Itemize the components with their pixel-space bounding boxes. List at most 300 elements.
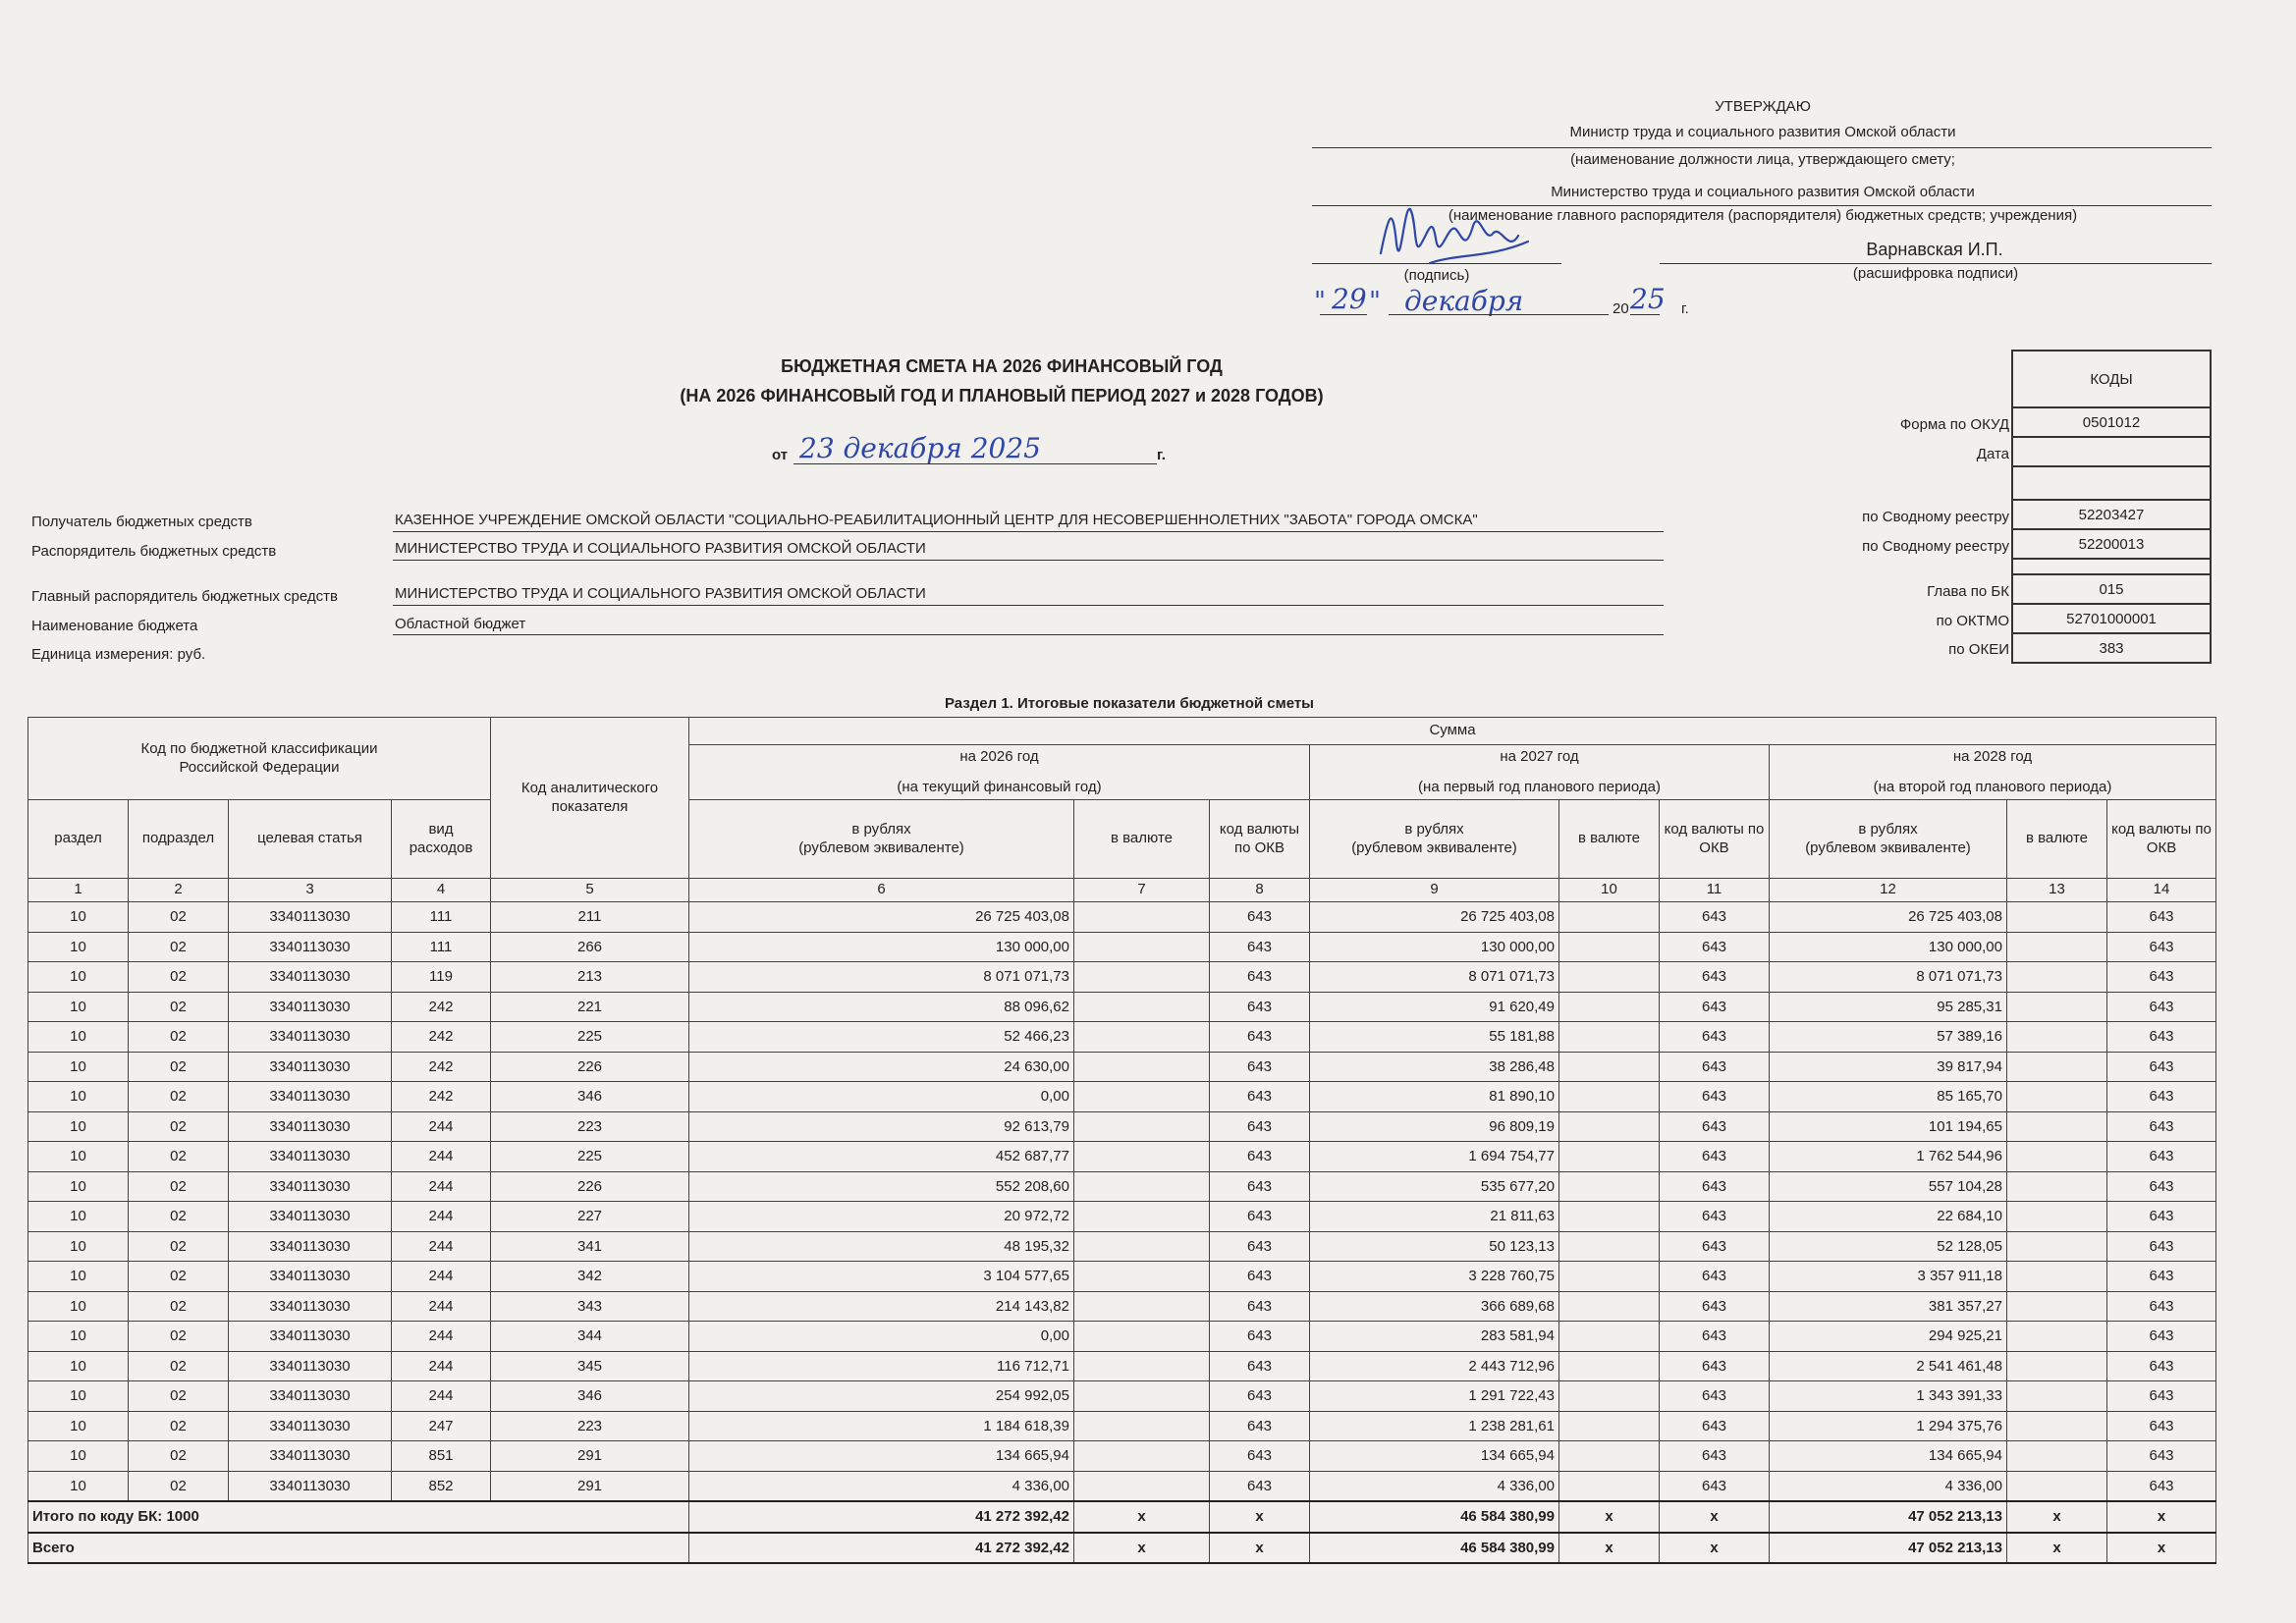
signature-hint: (подпись) xyxy=(1403,267,1470,284)
approval-date-suffix: г. xyxy=(1681,300,1689,317)
table-cell: 88 096,62 xyxy=(689,992,1074,1022)
table-cell xyxy=(2007,1082,2107,1112)
table-cell: 294 925,21 xyxy=(1770,1322,2007,1352)
total-cell: x xyxy=(1210,1501,1310,1533)
table-cell: 95 285,31 xyxy=(1770,992,2007,1022)
table-row xyxy=(28,1052,2216,1082)
table-cell xyxy=(2007,1262,2107,1292)
table-cell: 225 xyxy=(491,1022,689,1053)
approval-date-year-prefix: 20 xyxy=(1613,300,1629,317)
table-cell: 244 xyxy=(392,1142,491,1172)
table-cell xyxy=(1559,1142,1660,1172)
table-cell: 643 xyxy=(2107,1052,2216,1082)
table-cell: 02 xyxy=(129,1262,229,1292)
table-cell: 10 xyxy=(28,1202,129,1232)
table-cell: 345 xyxy=(491,1351,689,1381)
table-cell: 227 xyxy=(491,1202,689,1232)
table-cell: 10 xyxy=(28,1471,129,1501)
column-number: 14 xyxy=(2107,879,2216,902)
table-cell: 3340113030 xyxy=(229,1441,392,1472)
table-cell xyxy=(1074,1262,1210,1292)
table-row xyxy=(28,1262,2216,1292)
table-cell: 643 xyxy=(1660,1322,1770,1352)
table-cell xyxy=(1074,1022,1210,1053)
column-number: 8 xyxy=(1210,879,1310,902)
table-cell xyxy=(2007,1471,2107,1501)
table-cell: 643 xyxy=(1210,1052,1310,1082)
table-cell xyxy=(1074,932,1210,962)
year-2027-sublabel: (на первый год планового периода) xyxy=(1418,778,1661,795)
year-2026-label: на 2026 год xyxy=(959,747,1039,765)
okv-2028-header: код валюты по ОКВ xyxy=(2107,800,2216,879)
table-cell: 643 xyxy=(1210,1351,1310,1381)
total-cell: 47 052 213,13 xyxy=(1770,1501,2007,1533)
total-cell: x xyxy=(2007,1533,2107,1564)
column-number: 7 xyxy=(1074,879,1210,902)
table-cell: 643 xyxy=(1210,1441,1310,1472)
table-cell: 244 xyxy=(392,1322,491,1352)
table-cell xyxy=(2007,1111,2107,1142)
table-cell: 643 xyxy=(1210,932,1310,962)
rub-2028-header: в рублях (рублевом эквиваленте) xyxy=(1770,800,2007,879)
signature-image xyxy=(1371,185,1548,293)
table-cell: 3340113030 xyxy=(229,1351,392,1381)
code-label-registry-1: по Сводному реестру xyxy=(1862,509,2009,525)
table-cell xyxy=(2007,1022,2107,1053)
table-cell xyxy=(1074,992,1210,1022)
approval-position-hint: (наименование должности лица, утверждающего смету; xyxy=(1570,151,1955,168)
table-cell: 643 xyxy=(1210,1411,1310,1441)
table-cell: 52 466,23 xyxy=(689,1022,1074,1053)
table-cell: 4 336,00 xyxy=(1310,1471,1559,1501)
table-cell: 643 xyxy=(1210,1111,1310,1142)
table-cell xyxy=(1074,1351,1210,1381)
table-cell xyxy=(2007,1171,2107,1202)
table-cell: 81 890,10 xyxy=(1310,1082,1559,1112)
table-cell xyxy=(1074,1411,1210,1441)
table-cell: 643 xyxy=(2107,1111,2216,1142)
table-cell: 3340113030 xyxy=(229,932,392,962)
table-cell: 557 104,28 xyxy=(1770,1171,2007,1202)
table-cell: 643 xyxy=(1660,1111,1770,1142)
table-cell: 643 xyxy=(1210,992,1310,1022)
divider xyxy=(393,634,1664,635)
table-cell: 221 xyxy=(491,992,689,1022)
table-cell xyxy=(1559,1022,1660,1053)
table-cell xyxy=(1559,1111,1660,1142)
table-cell: 10 xyxy=(28,902,129,933)
table-cell: 10 xyxy=(28,1441,129,1472)
table-cell xyxy=(1074,1471,1210,1501)
year-2028-label: на 2028 год xyxy=(1952,747,2033,765)
table-row xyxy=(28,1351,2216,1381)
table-cell: 643 xyxy=(2107,932,2216,962)
table-cell: 643 xyxy=(1210,1262,1310,1292)
budget-value: Областной бюджет xyxy=(395,616,526,632)
table-cell: 643 xyxy=(2107,1231,2216,1262)
table-cell: 02 xyxy=(129,1351,229,1381)
year-2028-header xyxy=(1770,745,2216,800)
analytic-code-header: Код аналитического показателя xyxy=(491,718,689,879)
table-cell: 20 972,72 xyxy=(689,1202,1074,1232)
currency-2026-header: в валюте xyxy=(1074,800,1210,879)
table-cell xyxy=(2007,1291,2107,1322)
table-cell: 134 665,94 xyxy=(689,1441,1074,1472)
code-value-glava: 015 xyxy=(2012,574,2211,604)
table-cell: 535 677,20 xyxy=(1310,1171,1559,1202)
table-cell: 26 725 403,08 xyxy=(1770,902,2007,933)
date-month-line xyxy=(1389,314,1609,315)
rub-2026-header: в рублях (рублевом эквиваленте) xyxy=(689,800,1074,879)
table-cell xyxy=(1074,902,1210,933)
table-cell: 38 286,48 xyxy=(1310,1052,1559,1082)
table-cell xyxy=(2007,932,2107,962)
table-cell: 244 xyxy=(392,1351,491,1381)
unit-label: Единица измерения: руб. xyxy=(31,646,206,663)
table-cell: 85 165,70 xyxy=(1770,1082,2007,1112)
table-cell: 643 xyxy=(1660,1262,1770,1292)
table-cell xyxy=(2007,1411,2107,1441)
column-number: 1 xyxy=(28,879,129,902)
table-cell: 643 xyxy=(2107,962,2216,993)
approval-position: Министр труда и социального развития Омской области xyxy=(1569,124,1956,140)
code-label-registry-2: по Сводному реестру xyxy=(1862,538,2009,555)
table-cell: 643 xyxy=(2107,1441,2216,1472)
doc-date-suffix: г. xyxy=(1157,447,1166,463)
table-cell: 21 811,63 xyxy=(1310,1202,1559,1232)
table-cell: 3340113030 xyxy=(229,1291,392,1322)
table-cell: 02 xyxy=(129,1202,229,1232)
table-cell: 48 195,32 xyxy=(689,1231,1074,1262)
table-cell: 10 xyxy=(28,1381,129,1412)
okv-2027-header: код валюты по ОКВ xyxy=(1660,800,1770,879)
table-cell: 223 xyxy=(491,1411,689,1441)
table-cell: 244 xyxy=(392,1262,491,1292)
table-cell: 3340113030 xyxy=(229,1082,392,1112)
table-cell: 02 xyxy=(129,1231,229,1262)
table-cell: 242 xyxy=(392,1052,491,1082)
year-2027-label: на 2027 год xyxy=(1500,747,1579,765)
section-title: Раздел 1. Итоговые показатели бюджетной сметы xyxy=(944,695,1314,712)
table-cell: 226 xyxy=(491,1171,689,1202)
table-cell: 381 357,27 xyxy=(1770,1291,2007,1322)
razdel-header: раздел xyxy=(28,800,129,879)
table-cell: 10 xyxy=(28,1262,129,1292)
column-number: 3 xyxy=(229,879,392,902)
table-cell: 643 xyxy=(1210,1022,1310,1053)
table-cell xyxy=(1074,1441,1210,1472)
table-cell: 343 xyxy=(491,1291,689,1322)
total-cell: x xyxy=(1074,1501,1210,1533)
table-cell: 92 613,79 xyxy=(689,1111,1074,1142)
table-cell: 643 xyxy=(1210,1471,1310,1501)
table-row xyxy=(28,1471,2216,1501)
year-2026-sublabel: (на текущий финансовый год) xyxy=(897,778,1102,795)
table-row xyxy=(28,1202,2216,1232)
column-number: 10 xyxy=(1559,879,1660,902)
code-label-oktmo: по ОКТМО xyxy=(1936,613,2009,629)
table-cell: 91 620,49 xyxy=(1310,992,1559,1022)
table-cell: 116 712,71 xyxy=(689,1351,1074,1381)
column-number: 11 xyxy=(1660,879,1770,902)
table-cell xyxy=(1559,1471,1660,1501)
table-cell: 291 xyxy=(491,1441,689,1472)
year-2027-header xyxy=(1310,745,1770,800)
table-cell: 211 xyxy=(491,902,689,933)
table-cell: 111 xyxy=(392,932,491,962)
table-cell: 10 xyxy=(28,1171,129,1202)
divider xyxy=(393,605,1664,606)
table-cell: 346 xyxy=(491,1082,689,1112)
table-cell xyxy=(1074,1202,1210,1232)
approval-quote-open: " xyxy=(1314,287,1326,316)
table-cell: 452 687,77 xyxy=(689,1142,1074,1172)
doc-date-line xyxy=(793,463,1157,464)
table-cell: 10 xyxy=(28,1052,129,1082)
table-cell: 643 xyxy=(2107,1471,2216,1501)
table-cell xyxy=(1559,1202,1660,1232)
total-cell: x xyxy=(1660,1501,1770,1533)
table-cell: 3 357 911,18 xyxy=(1770,1262,2007,1292)
table-cell xyxy=(1559,1171,1660,1202)
table-cell: 643 xyxy=(1210,1202,1310,1232)
table-cell: 2 541 461,48 xyxy=(1770,1351,2007,1381)
table-row xyxy=(28,1082,2216,1112)
total-label: Итого по коду БК: 1000 xyxy=(28,1501,689,1533)
doc-date-prefix: от xyxy=(772,447,789,463)
table-cell: 643 xyxy=(2107,1262,2216,1292)
total-label: Всего xyxy=(28,1533,689,1564)
table-cell: 0,00 xyxy=(689,1082,1074,1112)
code-spacer xyxy=(2012,559,2211,574)
column-number: 13 xyxy=(2007,879,2107,902)
table-cell: 02 xyxy=(129,1142,229,1172)
table-cell: 643 xyxy=(2107,1291,2216,1322)
codes-table xyxy=(2011,350,2212,664)
approval-date-month: декабря xyxy=(1404,285,1524,317)
table-cell: 643 xyxy=(2107,1171,2216,1202)
total-cell: 41 272 392,42 xyxy=(689,1533,1074,1564)
table-cell: 1 694 754,77 xyxy=(1310,1142,1559,1172)
currency-2028-header: в валюте xyxy=(2007,800,2107,879)
table-cell: 3340113030 xyxy=(229,1111,392,1142)
table-cell xyxy=(1559,962,1660,993)
table-cell: 101 194,65 xyxy=(1770,1111,2007,1142)
total-cell: x xyxy=(1074,1533,1210,1564)
table-row xyxy=(28,1322,2216,1352)
table-cell: 02 xyxy=(129,992,229,1022)
table-cell xyxy=(2007,992,2107,1022)
table-cell: 244 xyxy=(392,1381,491,1412)
table-cell: 552 208,60 xyxy=(689,1171,1074,1202)
table-cell: 02 xyxy=(129,1322,229,1352)
table-cell: 244 xyxy=(392,1231,491,1262)
table-cell: 346 xyxy=(491,1381,689,1412)
table-cell: 3340113030 xyxy=(229,1262,392,1292)
table-cell: 10 xyxy=(28,1411,129,1441)
table-cell xyxy=(1074,1291,1210,1322)
table-row xyxy=(28,902,2216,933)
code-label-date: Дата xyxy=(1976,446,2009,462)
table-cell: 02 xyxy=(129,1441,229,1472)
table-cell xyxy=(1559,1441,1660,1472)
table-cell: 1 291 722,43 xyxy=(1310,1381,1559,1412)
table-cell: 130 000,00 xyxy=(689,932,1074,962)
table-cell: 3340113030 xyxy=(229,1411,392,1441)
table-cell: 130 000,00 xyxy=(1770,932,2007,962)
table-cell: 244 xyxy=(392,1202,491,1232)
table-cell: 643 xyxy=(2107,1322,2216,1352)
table-cell: 226 xyxy=(491,1052,689,1082)
table-cell: 244 xyxy=(392,1171,491,1202)
table-cell: 02 xyxy=(129,962,229,993)
code-value-registry-1: 52203427 xyxy=(2012,500,2211,529)
table-cell: 0,00 xyxy=(689,1322,1074,1352)
table-cell xyxy=(1559,1291,1660,1322)
table-cell xyxy=(1559,992,1660,1022)
table-cell: 1 343 391,33 xyxy=(1770,1381,2007,1412)
table-cell: 111 xyxy=(392,902,491,933)
table-cell: 8 071 071,73 xyxy=(1310,962,1559,993)
table-cell: 643 xyxy=(1660,1471,1770,1501)
table-cell: 643 xyxy=(1660,1202,1770,1232)
main-manager-value: МИНИСТЕРСТВО ТРУДА И СОЦИАЛЬНОГО РАЗВИТИЯ ОМСКОЙ ОБЛАСТИ xyxy=(395,585,926,602)
table-cell: 643 xyxy=(1210,1231,1310,1262)
table-cell: 02 xyxy=(129,1471,229,1501)
column-numbers-row xyxy=(28,879,2216,902)
table-cell: 134 665,94 xyxy=(1770,1441,2007,1472)
table-cell xyxy=(2007,902,2107,933)
table-cell xyxy=(1074,1322,1210,1352)
table-cell: 214 143,82 xyxy=(689,1291,1074,1322)
table-cell: 223 xyxy=(491,1111,689,1142)
doc-date-handwritten: 23 декабря 2025 xyxy=(799,432,1041,464)
table-cell: 39 817,94 xyxy=(1770,1052,2007,1082)
date-day-line xyxy=(1320,314,1367,315)
table-cell: 242 xyxy=(392,1022,491,1053)
table-row xyxy=(28,1381,2216,1412)
podrazdel-header: подраздел xyxy=(129,800,229,879)
table-cell xyxy=(2007,1202,2107,1232)
table-cell: 22 684,10 xyxy=(1770,1202,2007,1232)
rub-2027-header: в рублях (рублевом эквиваленте) xyxy=(1310,800,1559,879)
code-value-date xyxy=(2012,437,2211,466)
code-label-glava: Глава по БК xyxy=(1927,583,2009,600)
table-cell xyxy=(1074,1052,1210,1082)
codes-header: КОДЫ xyxy=(2012,351,2211,407)
table-cell: 643 xyxy=(1660,1441,1770,1472)
table-cell: 3 104 577,65 xyxy=(689,1262,1074,1292)
approval-organization-hint: (наименование главного распорядителя (распорядителя) бюджетных средств; учреждения) xyxy=(1448,207,2078,224)
table-cell: 10 xyxy=(28,992,129,1022)
table-cell: 24 630,00 xyxy=(689,1052,1074,1082)
table-cell: 643 xyxy=(1660,992,1770,1022)
table-cell xyxy=(1559,1411,1660,1441)
manager-value: МИНИСТЕРСТВО ТРУДА И СОЦИАЛЬНОГО РАЗВИТИЯ ОМСКОЙ ОБЛАСТИ xyxy=(395,540,926,557)
table-cell: 643 xyxy=(2107,1082,2216,1112)
table-row xyxy=(28,1142,2216,1172)
table-cell: 26 725 403,08 xyxy=(689,902,1074,933)
table-cell: 643 xyxy=(1660,1351,1770,1381)
table-cell: 643 xyxy=(1660,1052,1770,1082)
table-cell: 643 xyxy=(1210,962,1310,993)
table-cell: 1 238 281,61 xyxy=(1310,1411,1559,1441)
vid-header: вид расходов xyxy=(392,800,491,879)
table-cell: 50 123,13 xyxy=(1310,1231,1559,1262)
total-row xyxy=(28,1533,2216,1564)
table-row xyxy=(28,1022,2216,1053)
table-cell: 26 725 403,08 xyxy=(1310,902,1559,933)
table-cell: 02 xyxy=(129,1111,229,1142)
table-cell: 242 xyxy=(392,992,491,1022)
table-cell: 344 xyxy=(491,1322,689,1352)
table-cell: 643 xyxy=(1660,1082,1770,1112)
table-cell: 643 xyxy=(2107,902,2216,933)
page-title: БЮДЖЕТНАЯ СМЕТА НА 2026 ФИНАНСОВЫЙ ГОД xyxy=(781,356,1223,376)
table-cell: 10 xyxy=(28,1291,129,1322)
table-cell: 643 xyxy=(1210,902,1310,933)
table-cell: 4 336,00 xyxy=(1770,1471,2007,1501)
table-cell: 643 xyxy=(1210,1082,1310,1112)
column-number: 9 xyxy=(1310,879,1559,902)
total-cell: x xyxy=(1660,1533,1770,1564)
table-cell: 213 xyxy=(491,962,689,993)
table-cell: 254 992,05 xyxy=(689,1381,1074,1412)
table-cell: 10 xyxy=(28,932,129,962)
table-cell xyxy=(1074,1142,1210,1172)
table-cell xyxy=(2007,1322,2107,1352)
table-cell: 643 xyxy=(1210,1171,1310,1202)
approval-date-year-suffix: 25 xyxy=(1630,283,1666,315)
table-cell: 10 xyxy=(28,1022,129,1053)
column-number: 12 xyxy=(1770,879,2007,902)
table-cell: 3340113030 xyxy=(229,1052,392,1082)
table-cell: 10 xyxy=(28,1322,129,1352)
table-cell xyxy=(1559,1082,1660,1112)
table-cell: 3340113030 xyxy=(229,902,392,933)
code-value-empty xyxy=(2012,466,2211,500)
page-subtitle: (НА 2026 ФИНАНСОВЫЙ ГОД И ПЛАНОВЫЙ ПЕРИОД 2027 и 2028 ГОДОВ) xyxy=(680,386,1324,406)
total-row xyxy=(28,1501,2216,1533)
table-cell: 4 336,00 xyxy=(689,1471,1074,1501)
table-cell: 643 xyxy=(1210,1322,1310,1352)
table-cell: 1 184 618,39 xyxy=(689,1411,1074,1441)
table-cell: 3340113030 xyxy=(229,962,392,993)
table-cell xyxy=(1074,962,1210,993)
bk-code-header: Код по бюджетной классификации Российской Федерации xyxy=(28,718,491,800)
table-cell xyxy=(2007,1351,2107,1381)
table-cell: 244 xyxy=(392,1111,491,1142)
table-cell: 225 xyxy=(491,1142,689,1172)
approval-quote-close: " xyxy=(1369,287,1381,316)
table-cell: 643 xyxy=(1660,1411,1770,1441)
code-value-okei: 383 xyxy=(2012,633,2211,663)
table-cell xyxy=(2007,1052,2107,1082)
code-value-registry-2: 52200013 xyxy=(2012,529,2211,559)
currency-2027-header: в валюте xyxy=(1559,800,1660,879)
table-cell: 643 xyxy=(2107,1022,2216,1053)
table-cell: 643 xyxy=(1660,1022,1770,1053)
total-cell: x xyxy=(2007,1501,2107,1533)
table-cell: 02 xyxy=(129,1291,229,1322)
table-cell: 10 xyxy=(28,1351,129,1381)
table-cell xyxy=(1074,1231,1210,1262)
table-cell: 1 762 544,96 xyxy=(1770,1142,2007,1172)
table-cell xyxy=(1559,902,1660,933)
table-cell: 643 xyxy=(1660,1231,1770,1262)
table-cell: 10 xyxy=(28,1082,129,1112)
okv-2026-header: код валюты по ОКВ xyxy=(1210,800,1310,879)
